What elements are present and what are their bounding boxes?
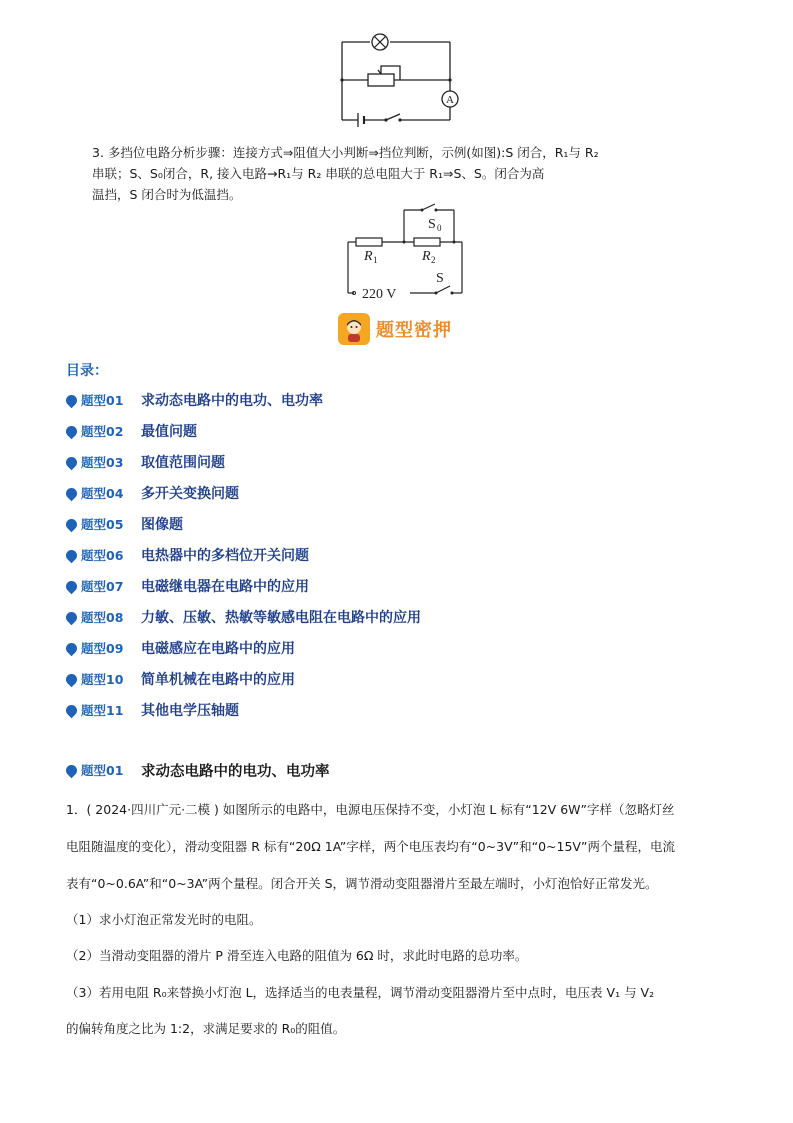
toc-item-06[interactable] — [66, 545, 309, 565]
section-badge — [338, 312, 458, 346]
section-heading — [66, 760, 330, 780]
question-3: （3）若用电阻 R₀来替换小灯泡 L，选择适当的电表量程，调节滑动变阻器滑片至中点时，电压表 V₁ 与 V₂ — [66, 985, 655, 1000]
bullet-pin-icon — [64, 392, 80, 408]
bullet-pin-icon — [64, 454, 80, 470]
toc-item-title: 电磁继电器在电路中的应用 — [141, 579, 309, 595]
toc-item-title: 取值范围问题 — [141, 455, 225, 471]
s0-label: S — [428, 217, 436, 232]
lamp-symbol — [372, 34, 388, 50]
toc-item-03[interactable] — [66, 452, 225, 472]
section-title: 求动态电路中的电功、电功率 — [141, 763, 330, 780]
toc-item-title: 求动态电路中的电功、电功率 — [141, 393, 323, 409]
toc-item-11[interactable] — [66, 700, 239, 720]
toc-item-04[interactable] — [66, 483, 239, 503]
r1-subscript: 1 — [373, 255, 378, 265]
problem-line-1: 1．( 2024·四川广元·二模 ) 如图所示的电路中，电源电压保持不变，小灯泡 L 标有“12V 6W”字样（忽略灯丝 — [66, 802, 675, 817]
ammeter-symbol — [442, 91, 458, 107]
bullet-pin-icon — [64, 609, 80, 625]
s-label: S — [436, 271, 444, 286]
toc-item-tag: 题型04 — [81, 486, 124, 501]
ammeter-label: A — [446, 94, 454, 106]
toc-item-tag: 题型09 — [81, 641, 124, 656]
toc-item-01[interactable] — [66, 390, 323, 410]
toc-item-tag: 题型05 — [81, 517, 124, 532]
toc-item-title: 简单机械在电路中的应用 — [141, 672, 295, 688]
bullet-pin-icon — [64, 547, 80, 563]
r2-label: R — [422, 249, 431, 264]
r2-subscript: 2 — [431, 255, 436, 265]
toc-item-09[interactable] — [66, 638, 295, 658]
toc-item-title: 最值问题 — [141, 424, 197, 440]
toc-item-tag: 题型07 — [81, 579, 124, 594]
bullet-pin-icon — [64, 640, 80, 656]
intro-line-3: 温挡，S 闭合时为低温挡。 — [92, 187, 242, 202]
toc-item-title: 力敏、压敏、热敏等敏感电阻在电路中的应用 — [141, 610, 421, 626]
toc-item-08[interactable] — [66, 607, 421, 627]
toc-item-02[interactable] — [66, 421, 197, 441]
problem-line-2: 电阻随温度的变化），滑动变阻器 R 标有“20Ω 1A”字样，两个电压表均有“0~3V”和“0~15V”两个量程，电流 — [66, 839, 675, 854]
s0-subscript: 0 — [437, 223, 442, 233]
section-tag: 题型01 — [81, 763, 124, 778]
bullet-pin-icon — [64, 485, 80, 501]
toc-item-07[interactable] — [66, 576, 309, 596]
intro-line-2: 串联；S、S₀闭合，R, 接入电路→R₁与 R₂ 串联的总电阻大于 R₁⇒S、S。闭合为高 — [92, 166, 545, 181]
bullet-pin-icon — [64, 762, 80, 778]
toc-item-tag: 题型03 — [81, 455, 124, 470]
bullet-pin-icon — [64, 671, 80, 687]
toc-item-title: 其他电学压轴题 — [141, 703, 239, 719]
toc-item-tag: 题型01 — [81, 393, 124, 408]
badge-text: 题型密押 — [376, 320, 452, 341]
intro-line-1: 3. 多挡位电路分析步骤：连接方式⇒阻值大小判断⇒挡位判断，示例(如图):S 闭合，R₁与 R₂ — [92, 145, 599, 160]
toc-item-title: 电磁感应在电路中的应用 — [141, 641, 295, 657]
toc-item-tag: 题型11 — [81, 703, 124, 718]
toc-item-tag: 题型06 — [81, 548, 124, 563]
question-3-continued: 的偏转角度之比为 1:2，求满足要求的 R₀的阻值。 — [66, 1021, 346, 1036]
circuit-diagram-lamp-rheostat-ammeter — [330, 30, 470, 130]
toc-item-tag: 题型08 — [81, 610, 124, 625]
toc-item-tag: 题型02 — [81, 424, 124, 439]
toc-item-tag: 题型10 — [81, 672, 124, 687]
circuit-diagram-two-resistors — [340, 200, 475, 305]
toc-item-title: 多开关变换问题 — [141, 486, 239, 502]
voltage-label: 220 V — [362, 287, 397, 302]
bullet-pin-icon — [64, 516, 80, 532]
toc-item-title: 图像题 — [141, 517, 183, 533]
bullet-pin-icon — [64, 702, 80, 718]
question-2: （2）当滑动变阻器的滑片 P 滑至连入电路的阻值为 6Ω 时，求此时电路的总功率。 — [66, 948, 528, 963]
problem-line-3: 表有“0~0.6A”和“0~3A”两个量程。闭合开关 S，调节滑动变阻器滑片至最左端时，小灯泡恰好正常发光。 — [66, 876, 658, 891]
toc-heading: 目录： — [66, 363, 108, 379]
toc-item-title: 电热器中的多档位开关问题 — [141, 548, 309, 564]
toc-item-10[interactable] — [66, 669, 295, 689]
r1-label: R — [364, 249, 373, 264]
teacher-avatar-icon — [338, 313, 370, 345]
question-1: （1）求小灯泡正常发光时的电阻。 — [66, 912, 262, 927]
bullet-pin-icon — [64, 423, 80, 439]
bullet-pin-icon — [64, 578, 80, 594]
toc-item-05[interactable] — [66, 514, 183, 534]
